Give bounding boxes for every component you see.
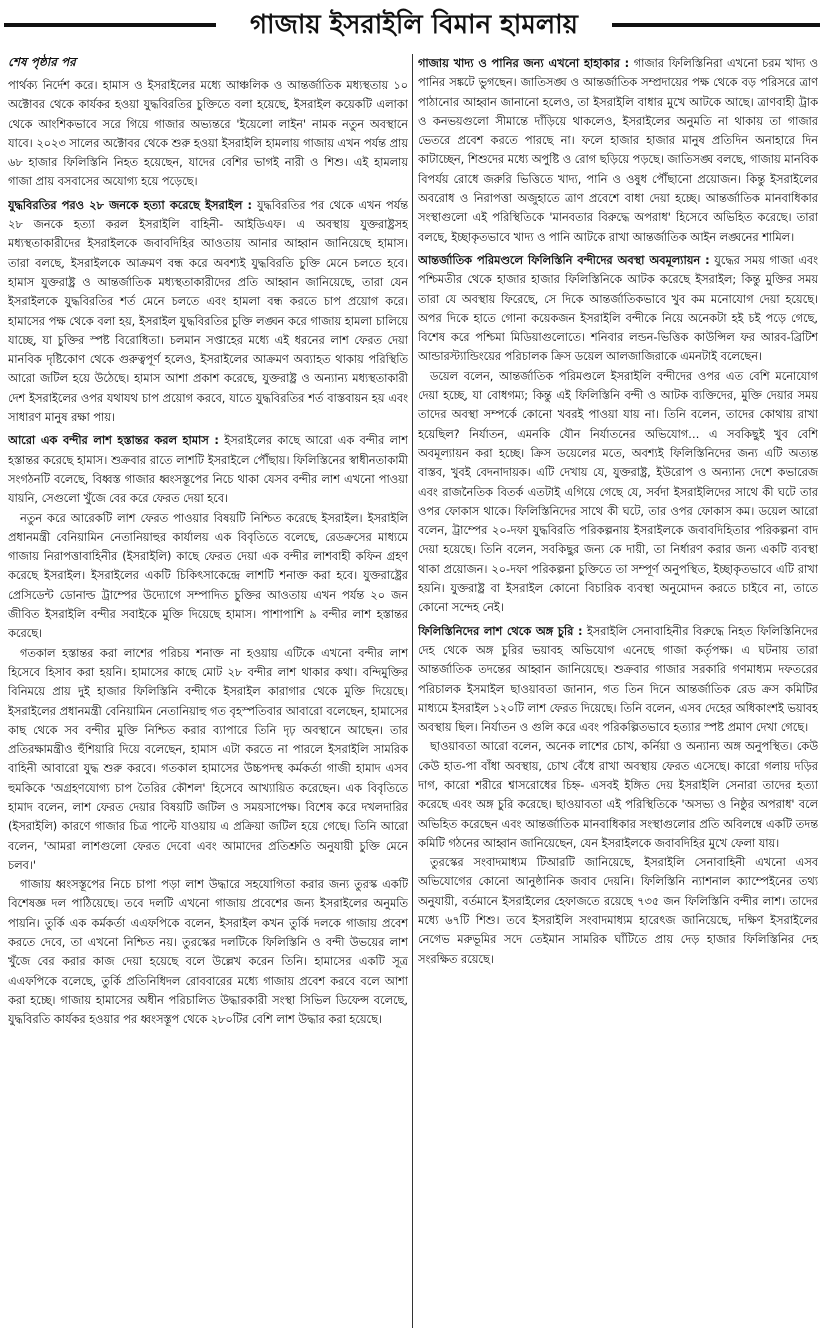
section-paragraph [8, 431, 408, 508]
left-column [8, 54, 408, 1330]
section-heading: গাজায় খাদ্য ও পানির জন্য এখনো হাহাকার : [418, 57, 630, 70]
headline-rule-left [4, 23, 216, 27]
paragraph: ডয়েল বলেন, আন্তর্জাতিক পরিমণ্ডলে ইসরাইলি বন্দীদের ওপর এত বেশি মনোযোগ দেয়া হচ্ছে, যা বোধগম্য; কিন্তু এই ফিলিস্তিনি বন্দী ও আটক ব্যক্তিদের, মুক্তি দেয়ার সময় তাদের অবস্থা সম্পর্কে কোনো খবরই পাওয়া যায় না। তিনি বলেন, তাদের কোথায় রাখা হয়েছিল? নির্যাতন, এমনকি যৌন নির্যাতনের অভিযোগ… এ সবকিছুই খুব বেশি অবমূল্যায়ন করা হচ্ছে। ক্রিস ডয়েলের মতে, অবশ্যই ফিলিস্তিনিদের জন্য এটি অত্যন্ত বাস্তব, খুবই বেদনাদায়ক। এটি দেখায় যে, যুক্তরাষ্ট্র, ইউরোপ ও অন্যান্য দেশে কভারেজ এবং রাজনৈতিক বিতর্ক এতটাই এগিয়ে গেছে যে, সর্বদা ইসরাইলিদের সাথে কী ঘটে তার ওপর ফোকাস থাকে। ফিলিস্তিনিদের সাথে কী ঘটে, তার ওপর ফোকাস কম। ডয়েল আরো বলেন, ট্রাম্পের ২০-দফা যুদ্ধবিরতি পরিকল্পনায় ইসরাইলকে জবাবদিহিতার পরিকল্পনা বাদ দেয়া হয়েছে। তিনি বলেন, সবকিছুর জন্য কে দায়ী, তা নির্ধারণ করার জন্য একটি ব্যবস্থা থাকা প্রয়োজন। ২০-দফা পরিকল্পনা চুক্তিতে তা সম্পূর্ণ অনুপস্থিত, ইচ্ছাকৃতভাবে এটি রাখা হয়নি। যুক্তরাষ্ট্র বা ইসরাইল কোনো বিচারিক ব্যবস্থা অনুমোদন করতে চাইবে না, তাতে কোনো সন্দেহ নেই। [418, 369, 818, 615]
column-divider [412, 54, 413, 1328]
headline-band [0, 0, 824, 50]
section-paragraph [418, 251, 818, 367]
paragraph: নতুন করে আরেকটি লাশ ফেরত পাওয়ার বিষয়টি নিশ্চিত করেছে ইসরাইল। ইসরাইলি প্রধানমন্ত্রী বেনিয়ামিন নেতানিয়াহুর কার্যালয় এক বিবৃতিতে বলেছে, রেডক্রসের মাধ্যমে গাজায় নিরাপত্তাবাহিনীর (ইসরাইলি) কাছে ফেরত দেয়া এক বন্দীর লাশবাহী কফিন গ্রহণ করেছে ইসরাইল। ইসরাইলের একটি চিকিৎসাকেন্দ্রে লাশটি শনাক্ত করা হবে। যুক্তরাষ্ট্রের প্রেসিডেন্ট ডোনাল্ড ট্রাম্পের উদ্যোগে সম্পাদিত চুক্তির আওতায় এখন পর্যন্ত ২০ জন জীবিত ইসরাইলি বন্দীর সবাইকে মুক্তি দিয়েছে হামাস। পাশাপাশি ৯ বন্দীর লাশ হস্তান্তর করেছে। [8, 511, 408, 641]
section-body: ইসরাইলি সেনাবাহিনীর বিরুদ্ধে নিহত ফিলিস্তিনিদের দেহ থেকে অঙ্গ চুরির ভয়াবহ অভিযোগ এনেছে গাজা কর্তৃপক্ষ। এ ঘটনায় তারা আন্তর্জাতিক তদন্তের আহ্বান জানিয়েছে। শুক্রবার গাজার সরকারি গণমাধ্যম দফতরের পরিচালক ইসমাইল ছাওয়াবতা জানান, গত তিন দিনে আন্তর্জাতিক রেড ক্রস কমিটির মাধ্যমে ইসরাইল ১২০টি লাশ ফেরত দিয়েছে। তিনি বলেন, এসব দেহের অধিকাংশই ভয়াবহ অবস্থায় ছিল। নির্যাতন ও গুলি করে এবং পরিকল্পিতভাবে হত্যার স্পষ্ট প্রমাণ দেখা গেছে। [418, 624, 818, 735]
section-body: যুদ্ধবিরতির পর থেকে এখন পর্যন্ত ২৮ জনকে হত্যা করল ইসরাইলি বাহিনী- আইডিএফ। এ অবস্থায় যুক্তরাষ্ট্রসহ মধ্যস্থতাকারীদের ইসরাইলকে জবাবদিহির আওতায় আনার আহ্বান জানিয়েছে হামাস। তারা বলছে, ইসরাইলকে আক্রমণ বন্ধ করে অবশ্যই যুদ্ধবিরতি চুক্তি মেনে চলতে হবে। হামাস যুক্তরাষ্ট্র ও আন্তর্জাতিক মধ্যস্থতাকারীদের প্রতি আহ্বান জানিয়েছে, তারা যেন ইসরাইলকে যুদ্ধবিরতির শর্ত মেনে চলতে এবং হামলা বন্ধ করতে চাপ প্রয়োগ করে। হামাসের পক্ষ থেকে বলা হয়, ইসরাইল যুদ্ধবিরতির চুক্তি লঙ্ঘন করে গাজায় হামলা চালিয়ে যাচ্ছে, যা চুক্তির স্পষ্ট বিরোধিতা। চলমান সপ্তাহের মধ্যে এই ধরনের লাশ ফেরত দেয়া মানবিক দৃষ্টিকোণ থেকে গুরুত্বপূর্ণ হলেও, ইসরাইলের আক্রমণ অব্যাহত থাকায় পরিস্থিতি আরো জটিল হয়ে উঠেছে। হামাস আশা প্রকাশ করেছে, যুক্তরাষ্ট্র ও অন্যান্য মধ্যস্থতাকারী দেশ ইসরাইলের ওপর যথাযথ চাপ প্রয়োগ করবে, যাতে যুদ্ধবিরতির শর্ত বাস্তবায়ন হয় এবং সাধারণ মানুষ রক্ষা পায়। [8, 198, 408, 425]
section-paragraph [418, 622, 818, 738]
right-column [418, 54, 818, 1330]
section-paragraph [8, 196, 408, 428]
section-body: গাজার ফিলিস্তিনিরা এখনো চরম খাদ্য ও পানির সঙ্কটে ভুগছেন। জাতিসঙ্ঘ ও আন্তর্জাতিক সম্প্রদায়ের পক্ষ থেকে বড় পরিসরে ত্রাণ পাঠানোর আহ্বান জানানো হলেও, তা ইসরাইলি বাধার মুখে আটকে আছে। ত্রাণবাহী ট্রাক ও কনভয়গুলো সীমান্তে দাঁড়িয়ে থাকলেও, ইসরাইলের অনুমতি না থাকায় তা গাজার ভেতরে প্রবেশ করতে পারছে না। ফলে হাজার হাজার মানুষ প্রতিদিন অনাহারে দিন কাটাচ্ছেন, শিশুদের মধ্যে অপুষ্টি ও রোগ ছড়িয়ে পড়ছে। জাতিসঙ্ঘ বলছে, গাজায় মানবিক বিপর্যয় রোধে জরুরি ভিত্তিতে খাদ্য, পানি ও ওষুধ পৌঁছানো প্রয়োজন। কিন্তু ইসরাইলের অবরোধ ও নিরাপত্তা অজুহাতে ত্রাণ প্রবেশে বাধা দেয়া হচ্ছে। আন্তর্জাতিক মানবাধিকার সংস্থাগুলো এই পরিস্থিতিকে 'মানবতার বিরুদ্ধে অপরাধ' হিসেবে অভিহিত করেছে। তারা বলছে, ইচ্ছাকৃতভাবে খাদ্য ও পানি আটকে রাখা আন্তর্জাতিক আইন লঙ্ঘনের শামিল। [418, 57, 818, 244]
section-heading: আন্তর্জাতিক পরিমণ্ডলে ফিলিস্তিনি বন্দীদের অবস্থা অবমূল্যায়ন : [418, 253, 710, 267]
paragraph: তুরস্কের সংবাদমাধ্যম টিআরটি জানিয়েছে, ইসরাইলি সেনাবাহিনী এখনো এসব অভিযোগের কোনো আনুষ্ঠানিক জবাব দেয়নি। ফিলিস্তিনি ন্যাশনাল ক্যাম্পেইনের তথ্য অনুযায়ী, বর্তমানে ইসরাইলের হেফাজতে রয়েছে ৭৩৫ জন ফিলিস্তিনি বন্দীর লাশ। তাদের মধ্যে ৬৭টি শিশু। তবে ইসরাইলি সংবাদমাধ্যম হারেৎজ জানিয়েছে, দক্ষিণ ইসরাইলের নেগেভ মরুভূমির সদে তেইমান সামরিক ঘাঁটিতে প্রায় দেড় হাজার ফিলিস্তিনির দেহ সংরক্ষিত রয়েছে। [418, 856, 818, 966]
continued-label: শেষ পৃষ্ঠার পর [8, 55, 76, 69]
paragraph: পার্থক্য নির্দেশ করে। হামাস ও ইসরাইলের মধ্যে আঞ্চলিক ও আন্তর্জাতিক মধ্যস্থতায় ১০ অক্টোবর থেকে কার্যকর হওয়া যুদ্ধবিরতির চুক্তিতে বলা হয়েছে, ইসরাইল কয়েকটি এলাকা থেকে আংশিকভাবে সরে গিয়ে গাজার অভ্যন্তরে 'ইয়েলো লাইন' নামক নতুন অবস্থানে যাবে। ২০২৩ সালের অক্টোবর থেকে শুরু হওয়া ইসরাইলি হামলায় গাজায় এখন পর্যন্ত প্রায় ৬৮ হাজার ফিলিস্তিনি নিহত হয়েছেন, যাদের বেশির ভাগই নারী ও শিশু। এই হামলায় গাজা প্রায় বসবাসের অযোগ্য হয়ে পড়েছে। [8, 79, 408, 189]
headline-rule-right [612, 23, 820, 27]
paragraph: ছাওয়াবতা আরো বলেন, অনেক লাশের চোখ, কর্নিয়া ও অন্যান্য অঙ্গ অনুপস্থিত। কেউ কেউ হাত-পা বাঁধা অবস্থায়, চোখ বেঁধে রাখা অবস্থায় ফেরত এসেছে। কারো গলায় দড়ির দাগ, কারো শরীরে শ্বাসরোধের চিহ্ন- এসবই ইঙ্গিত দেয় ইসরাইলি সেনারা তাদের হত্যা করেছে এবং অঙ্গ চুরি করেছে। ছাওয়াবতা এই পরিস্থিতিকে 'অসভ্য ও নিষ্ঠুর অপরাধ' বলে অভিহিত করেছেন এবং আন্তর্জাতিক মানবাধিকার সংস্থাগুলোর প্রতি অবিলম্বে একটি তদন্ত কমিটি গঠনের আহ্বান জানিয়েছেন, যেন ইসরাইলকে জবাবদিহির মুখে ফেলা যায়। [418, 740, 818, 850]
page-headline: গাজায় ইসরাইলি বিমান হামলায় [216, 2, 612, 48]
paragraph: গতকাল হস্তান্তর করা লাশের পরিচয় শনাক্ত না হওয়ায় এটিকে এখনো বন্দীর লাশ হিসেবে হিসাব করা হয়নি। হামাসের কাছে মোট ২৮ বন্দীর লাশ থাকার কথা। বন্দিমুক্তির বিনিময়ে প্রায় দুই হাজার ফিলিস্তিনি বন্দীকে ইসরাইল কারাগার থেকে মুক্তি দিয়েছে। ইসরাইলের প্রধানমন্ত্রী বেনিয়ামিন নেতানিয়াহু গত বৃহস্পতিবার আবারো বলেছেন, হামাসের কাছ থেকে সব বন্দীর মুক্তি নিশ্চিত করার ব্যাপারে তিনি দৃঢ় অবস্থানে আছেন। তার প্রতিরক্ষামন্ত্রীও হুঁশিয়ারি দিয়ে বলেছেন, হামাস এটা করতে না পারলে ইসরাইলি সামরিক বাহিনী আবারো যুদ্ধ শুরু করবে। গতকাল হামাসের উচ্চপদস্থ কর্মকর্তা গাজী হামাদ এসব হুমকিকে 'অগ্রহণযোগ্য চাপ তৈরির কৌশল' হিসেবে আখ্যায়িত করেছেন। এক বিবৃতিতে হামাদ বলেন, লাশ ফেরত দেয়ার বিষয়টি জটিল ও সময়সাপেক্ষ। বিশেষ করে দখলদারির (ইসরাইলি) কারণে গাজার চিত্র পাল্টে যাওয়ায় এ প্রক্রিয়া জটিল হয়ে গেছে। তিনি আরো বলেন, 'আমরা লাশগুলো ফেরত দেবো এবং আমাদের প্রতিশ্রুতি অনুযায়ী চুক্তি মেনে চলব।' [8, 646, 408, 872]
section-paragraph [418, 54, 818, 247]
section-heading: যুদ্ধবিরতির পরও ২৮ জনকে হত্যা করেছে ইসরাইল : [8, 198, 253, 212]
section-heading: ফিলিস্তিনিদের লাশ থেকে অঙ্গ চুরি : [418, 624, 583, 638]
section-body: যুদ্ধের সময় গাজা এবং পশ্চিমতীর থেকে হাজার হাজার ফিলিস্তিনিকে আটক করেছে ইসরাইল; কিন্তু মুক্তির সময় তারা যে অবস্থায় ফিরেছে, সে দিকে আন্তর্জাতিকভাবে খুব কম মনোযোগ দেয়া হয়েছে। অপর দিকে হাতে গোনা কয়েকজন ইসরাইলি বন্দীকে নিয়ে অনেকটা হই চই পড়ে গেছে, বিশেষ করে পশ্চিমা মিডিয়াগুলোতে। শনিবার লন্ডন-ভিত্তিক কাউন্সিল ফর আরব-ব্রিটিশ আন্ডারস্ট্যান্ডিংয়ের পরিচালক ক্রিস ডয়েল আলজাজিরাকে এমনটাই বলেছেন। [418, 253, 818, 364]
paragraph: গাজায় ধ্বংসস্তূপের নিচে চাপা পড়া লাশ উদ্ধারে সহযোগিতা করার জন্য তুরস্ক একটি বিশেষজ্ঞ দল পাঠিয়েছে। তবে দলটি এখনো গাজায় প্রবেশের জন্য ইসরাইলের অনুমতি পায়নি। তুর্কি এক কর্মকর্তা এএফপিকে বলেন, ইসরাইল কখন তুর্কি দলকে গাজায় প্রবেশ করতে দেবে, তা এখনো নিশ্চিত নয়। তুরস্কের দলটিকে ফিলিস্তিনি ও বন্দী উভয়ের লাশ খুঁজে বের করার কাজ দেয়া হয়েছে বলে উল্লেখ করেন তিনি। হামাসের একটি সূত্র এএফপিকে বলেছে, তুর্কি প্রতিনিধিদল রোববারের মধ্যে গাজায় প্রবেশ করবে বলে আশা করা হচ্ছে। গাজায় হামাসের অধীন পরিচালিত উদ্ধারকারী সংস্থা সিভিল ডিফেন্স বলেছে, যুদ্ধবিরতি কার্যকর হওয়ার পর ধ্বংসস্তূপ থেকে ২৮০টির বেশি লাশ উদ্ধার করা হয়েছে। [8, 878, 408, 1027]
section-body: ইসরাইলের কাছে আরো এক বন্দীর লাশ হস্তান্তর করেছে হামাস। শুক্রবার রাতে লাশটি ইসরাইলে পৌঁছায়। ফিলিস্তিনের স্বাধীনতাকামী সংগঠনটি বলেছে, বিধ্বস্ত গাজার ধ্বংসস্তূপের নিচে থাকা যেসব বন্দীর লাশ এখনো পাওয়া যায়নি, সেগুলো খুঁজে বের করে ফেরত দেয়া হবে। [8, 434, 408, 506]
section-heading: আরো এক বন্দীর লাশ হস্তান্তর করল হামাস : [8, 434, 219, 448]
